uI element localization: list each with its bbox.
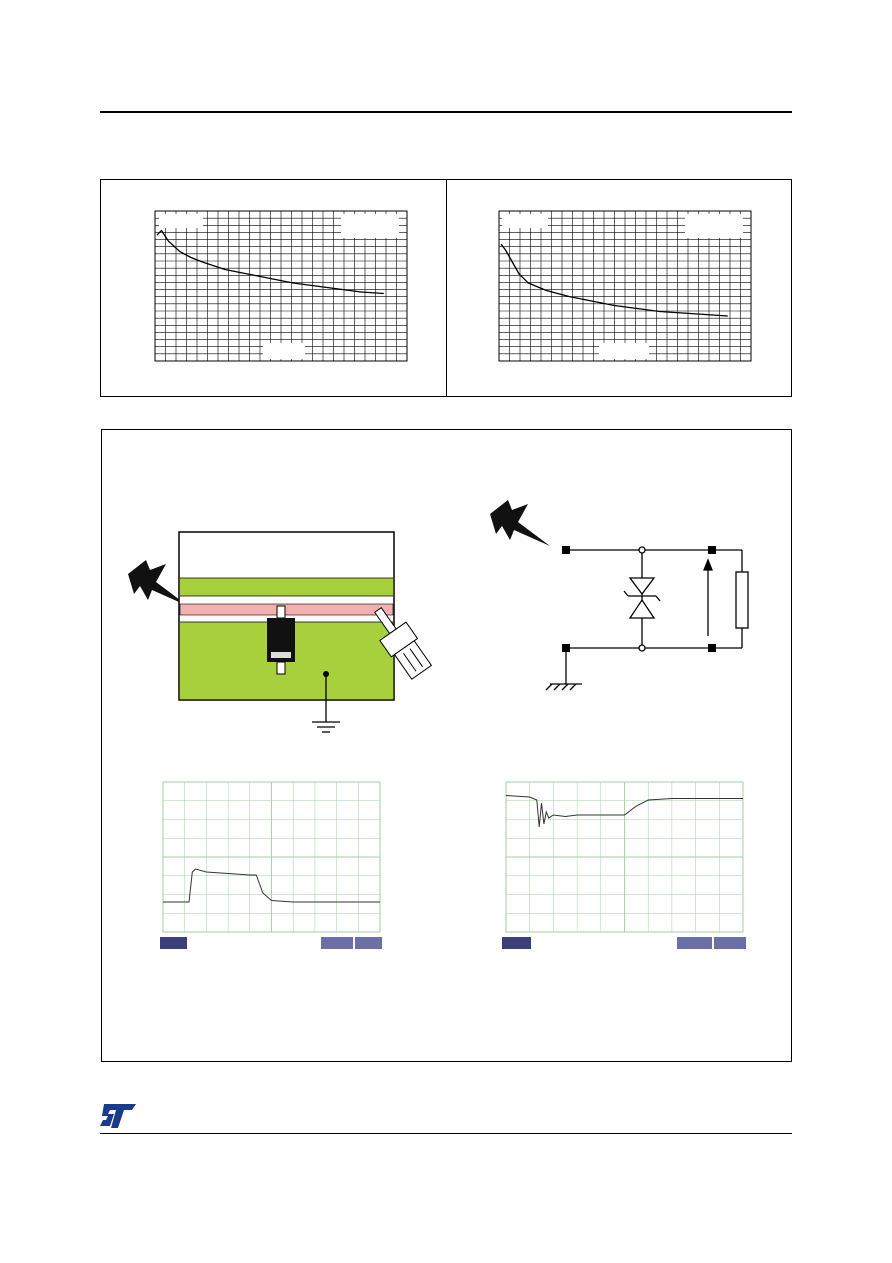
figure-divider xyxy=(446,179,447,397)
pcb-layer-top xyxy=(180,578,393,596)
scope-left-status-bar xyxy=(160,937,382,950)
st-logo-icon xyxy=(100,1104,136,1128)
label-patch xyxy=(341,214,399,238)
label-patch xyxy=(263,343,305,359)
chart-left xyxy=(155,211,407,361)
scope-channel-readout xyxy=(502,937,531,949)
label-patch xyxy=(685,214,743,238)
scope-trigger-readout xyxy=(355,937,382,949)
lightning-icon xyxy=(490,500,550,546)
voltage-arrow xyxy=(704,560,712,636)
pcb-trace-layer xyxy=(180,604,393,615)
scope-timebase-readout xyxy=(677,937,712,949)
scope-channel-readout xyxy=(160,937,187,949)
label-patch xyxy=(599,343,649,359)
label-patch xyxy=(159,214,203,228)
chassis-ground-symbol xyxy=(546,684,582,690)
pcb-cross-section xyxy=(120,500,440,750)
chart-right xyxy=(499,211,751,361)
oscilloscope-capture-left xyxy=(163,782,380,932)
header-rule xyxy=(100,111,792,113)
scope-right-status-bar xyxy=(502,937,746,950)
scope-trigger-readout xyxy=(714,937,746,949)
oscilloscope-capture-right xyxy=(506,782,743,932)
footer-rule xyxy=(100,1133,792,1134)
scope-timebase-readout xyxy=(321,937,353,949)
ground-symbol xyxy=(312,722,340,732)
label-patch xyxy=(502,214,548,228)
schematic-diagram xyxy=(480,490,780,700)
